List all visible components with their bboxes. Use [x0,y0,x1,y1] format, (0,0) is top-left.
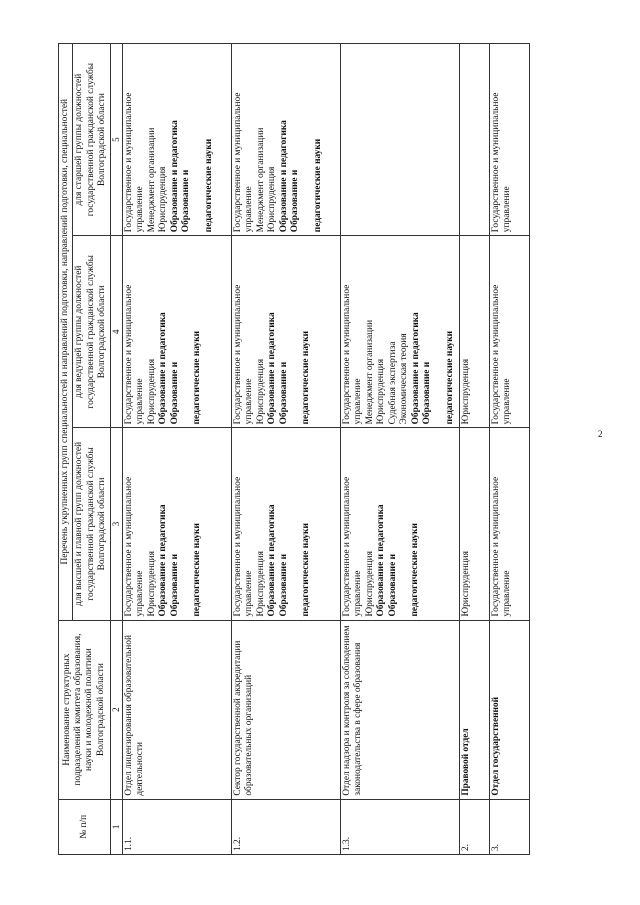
specialty: Юриспруденция [255,551,266,617]
specialties-cell [122,44,231,236]
column-number: 3 [110,428,122,620]
specialty-bold: Образование и педагогика [410,312,421,425]
row-number: 1.3. [340,799,459,854]
specialty-bold: Образование и педагогика [267,504,278,617]
specialties-cell [340,428,459,620]
specialties-cell [459,44,489,236]
specialty-bold: педагогические науки [312,138,323,233]
specialty: Судебная экспертиза [387,341,398,425]
specialty: Государственное и муниципальное управление [123,476,146,617]
specialty-bold: Образование и [278,554,289,617]
specialty: Юриспруденция [460,358,471,425]
specialty-bold: Образование и [169,361,180,425]
table-row [122,44,231,855]
specialties-cell [489,236,529,428]
specialty: Государственное и муниципальное управление [123,92,146,233]
spacer [290,239,301,424]
specialty-bold: Образование и педагогика [169,120,180,233]
specialty: Юриспруденция [146,358,157,425]
department-name: Отдел государственной [489,620,529,799]
department-name: Сектор государственной аккредитации образовательных организаций [231,620,340,799]
spacer [434,239,445,424]
specialty: Менеджмент организации [364,319,375,425]
specialties-cell [489,428,529,620]
specialty: Юриспруденция [376,358,387,425]
specialty: Государственное и муниципальное управление [123,284,146,425]
specialty: Менеджмент организации [146,127,157,233]
specialty: Юриспруденция [146,551,157,617]
specialty: Государственное и муниципальное управление [341,476,364,617]
specialty-bold: Образование и педагогика [376,504,387,617]
table-row [459,44,489,855]
specialty-bold: Образование и педагогика [158,312,169,425]
specialty-bold: Образование и педагогика [158,504,169,617]
header-group: Перечень укрупненных групп специальностей и направлений подготовки, направлений подготовки, специальностей [59,44,73,621]
specialty: Государственное и муниципальное управление [490,92,513,233]
specialty-bold: Образование и [169,554,180,617]
specialty-bold: педагогические науки [444,330,455,425]
table-row [340,44,459,855]
specialty-bold: педагогические науки [301,523,312,617]
specialty: Юриспруденция [364,551,375,617]
specialties-cell [340,44,459,236]
table-row [231,44,340,855]
page-number: 2 [598,429,603,439]
header-senior-main: для высшей и главной групп должностей государственной гражданской службы Волгоградской области [73,428,110,620]
specialties-cell [340,236,459,428]
row-number: 1.2. [231,799,340,854]
specialty: Государственное и муниципальное управление [232,476,255,617]
column-number: 5 [110,44,122,236]
specialty-bold: Образование и [422,361,433,425]
specialty-bold: педагогические науки [203,138,214,233]
department-name: Отдел надзора и контроля за соблюдением законодательства в сфере образования [340,620,459,799]
column-number: 2 [110,620,122,799]
specialty-bold: Образование и [278,361,289,425]
specialty-bold: педагогические науки [301,330,312,425]
specialty: Юриспруденция [267,166,278,233]
specialties-cell [489,44,529,236]
spacer [193,47,204,232]
specialty-bold: Образование и [290,169,301,233]
header-name: Наименование структурных подразделений комитета образования, науки и молодежной политики Волгоградской области [59,620,111,799]
table-body [122,44,529,855]
specialties-cell [122,428,231,620]
department-name: Отдел лицензирования образовательной деятельности [122,620,231,799]
specialty-bold: Образование и педагогика [267,312,278,425]
specialty: Государственное и муниципальное управление [490,284,513,425]
specialties-cell [122,236,231,428]
specialty-bold: педагогические науки [410,523,421,617]
specialties-cell [231,236,340,428]
specialty-bold: Образование и [387,554,398,617]
department-name: Правовой отдел [459,620,489,799]
specialty: Государственное и муниципальное управление [232,284,255,425]
specialty: Государственное и муниципальное управление [232,92,255,233]
specialties-table [58,43,530,855]
spacer [181,431,192,616]
spacer [302,47,313,232]
header-leading: для ведущей группы должностей государственной гражданской службы Волгоградской области [73,236,110,428]
specialties-cell [459,236,489,428]
specialties-cell [459,428,489,620]
specialties-cell [231,428,340,620]
specialty-bold: педагогические науки [192,330,203,425]
spacer [399,431,410,616]
specialty: Юриспруденция [255,358,266,425]
specialty: Государственное и муниципальное управление [490,476,513,617]
column-number: 4 [110,236,122,428]
specialty: Юриспруденция [158,166,169,233]
spacer [290,431,301,616]
specialty: Менеджмент организации [255,127,266,233]
table-row [489,44,529,855]
specialty: Экономическая теория [399,333,410,425]
spacer [181,239,192,424]
specialty: Государственное и муниципальное управление [341,284,364,425]
specialty-bold: Образование и [181,169,192,233]
row-number: 2. [459,799,489,854]
column-number: 1 [110,799,122,854]
row-number: 1.1. [122,799,231,854]
specialty-bold: Образование и педагогика [278,120,289,233]
specialty: Юриспруденция [460,551,471,617]
specialty-bold: педагогические науки [192,523,203,617]
row-number: 3. [489,799,529,854]
specialties-cell [231,44,340,236]
header-no: № п/п [59,799,111,854]
header-older: для старшей группы должностей государственной гражданской службы Волгоградской области [73,44,110,236]
